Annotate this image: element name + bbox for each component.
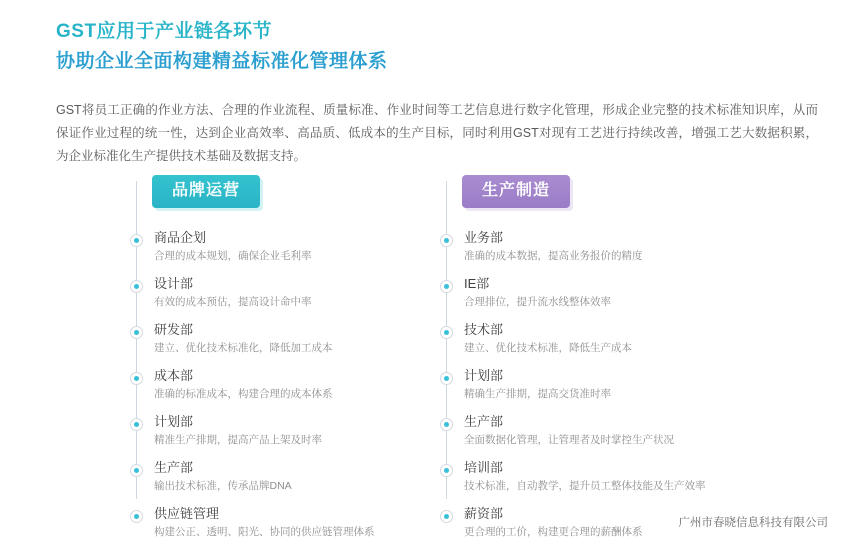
list-item [124, 505, 454, 539]
list-item-title: 设计部 [154, 276, 194, 291]
list-item-title: 成本部 [154, 368, 194, 383]
list-item-title: 商品企划 [154, 230, 207, 245]
list-item-desc: 输出技术标准，传承品牌DNA [154, 480, 292, 492]
bullet-node-icon [440, 418, 453, 431]
list-item-desc: 技术标准，自动教学，提升员工整体技能及生产效率 [464, 480, 706, 492]
column-brand-operations [124, 175, 454, 538]
list-item-title: 业务部 [464, 230, 504, 245]
list-item [124, 229, 454, 263]
list-item-title: 薪资部 [464, 506, 504, 521]
list-item-desc: 合理排位，提升流水线整体效率 [464, 296, 611, 308]
list-item-desc: 准确的成本数据，提高业务报价的精度 [464, 250, 643, 262]
column-heading-left-label: 品牌运营 [152, 175, 260, 208]
page-title: GST应用于产业链各环节 [56, 21, 273, 42]
column-heading-right [462, 175, 570, 208]
list-item [124, 413, 454, 447]
bullet-node-icon [130, 372, 143, 385]
bullet-node-icon [130, 280, 143, 293]
item-list-right [434, 229, 764, 551]
footer-company: 广州市春晓信息科技有限公司 [678, 517, 828, 529]
page-subtitle: 协助企业全面构建精益标准化管理体系 [56, 51, 388, 72]
intro-paragraph: GST将员工正确的作业方法、合理的作业流程、质量标准、作业时间等工艺信息进行数字化管理，形成企业完整的技术标准知识库，从而保证作业过程的统一性，达到企业高效率、高品质、低成本的生产目标，同时利用GST对现有工艺进行持续改善，增强工艺大数据积累，为企业标准化生产提供技术基础及数据支持。 [56, 102, 818, 163]
list-item-desc: 更合理的工价，构建更合理的薪酬体系 [464, 526, 643, 538]
bullet-node-icon [440, 510, 453, 523]
list-item-title: 计划部 [464, 368, 504, 383]
page-header [56, 18, 816, 76]
list-item [434, 321, 764, 355]
list-item-title: 供应链管理 [154, 506, 220, 521]
bullet-node-icon [440, 372, 453, 385]
column-heading-right-label: 生产制造 [462, 175, 570, 208]
list-item [434, 367, 764, 401]
list-item-title: IE部 [464, 276, 490, 291]
list-item [124, 275, 454, 309]
list-item-desc: 建立、优化技术标准化，降低加工成本 [154, 342, 333, 354]
list-item-title: 生产部 [464, 414, 504, 429]
list-item-desc: 构建公正、透明、阳光、协同的供应链管理体系 [154, 526, 375, 538]
bullet-node-icon [440, 234, 453, 247]
list-item-desc: 精确生产排期，提高交货准时率 [464, 388, 611, 400]
list-item [434, 275, 764, 309]
list-item-title: 研发部 [154, 322, 194, 337]
list-item [434, 229, 764, 263]
list-item [434, 459, 764, 493]
list-item [434, 413, 764, 447]
bullet-node-icon [440, 326, 453, 339]
bullet-node-icon [130, 234, 143, 247]
item-list-left [124, 229, 454, 551]
column-heading-left [152, 175, 260, 208]
bullet-node-icon [440, 464, 453, 477]
list-item-title: 计划部 [154, 414, 194, 429]
bullet-node-icon [130, 464, 143, 477]
list-item [124, 459, 454, 493]
list-item-desc: 准确的标准成本，构建合理的成本体系 [154, 388, 333, 400]
list-item-desc: 精准生产排期，提高产品上架及时率 [154, 434, 322, 446]
bullet-node-icon [130, 510, 143, 523]
list-item [124, 321, 454, 355]
bullet-node-icon [130, 418, 143, 431]
list-item-desc: 有效的成本预估，提高设计命中率 [154, 296, 312, 308]
bullet-node-icon [440, 280, 453, 293]
list-item-title: 技术部 [464, 322, 504, 337]
list-item [124, 367, 454, 401]
list-item-desc: 全面数据化管理，让管理者及时掌控生产状况 [464, 434, 674, 446]
bullet-node-icon [130, 326, 143, 339]
list-item-title: 培训部 [464, 460, 504, 475]
list-item-desc: 建立、优化技术标准，降低生产成本 [464, 342, 632, 354]
list-item-desc: 合理的成本规划，确保企业毛利率 [154, 250, 312, 262]
list-item-title: 生产部 [154, 460, 194, 475]
